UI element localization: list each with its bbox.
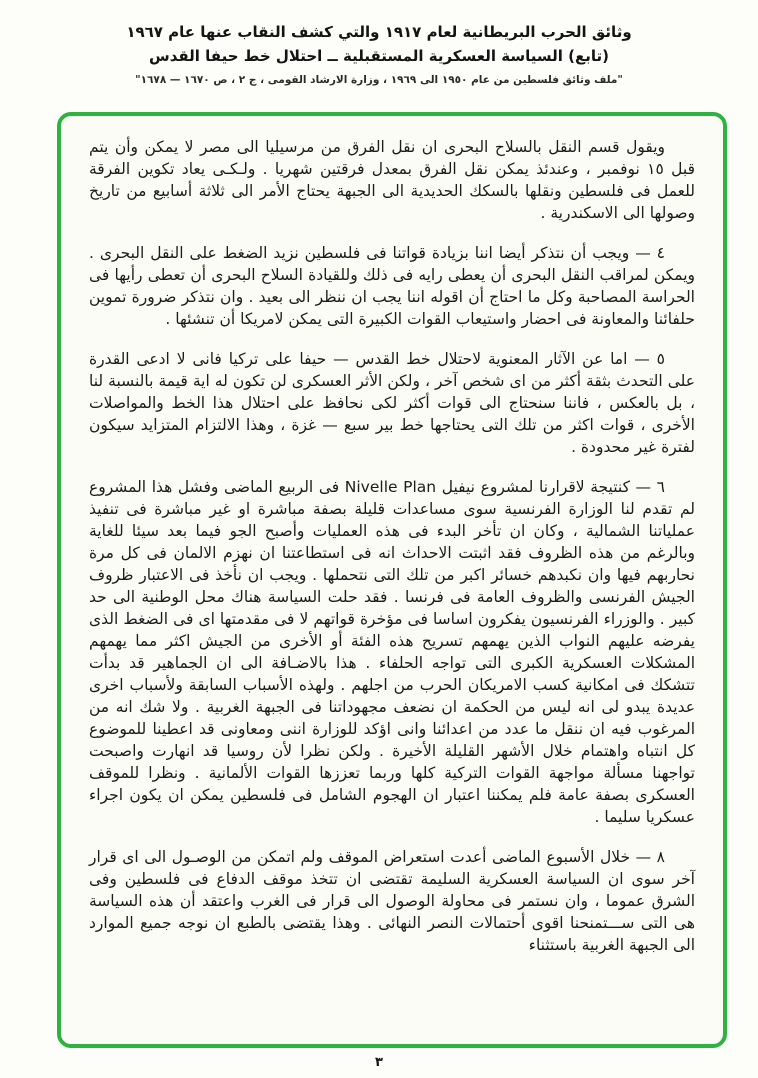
paragraph-5: ٥ — اما عن الآثار المعنوية لاحتلال خط القدس — حيفا على تركيا فانى لا ادعى القدرة على التحدث بثقة أكثر من اى شخص آخر ، ولكن الأثر العسكرى لن تكون له اية قيمة بالنسبة لنا ، بل بالعكس ، فاننا سنحتاج الى قوات أكثر لكى نحافظ على احتلال هذا الخط والمواصلات الأخرى ، قوات اكثر من تلك التى يحتاجها خط بير سبع — غزة ، وهذا الالتزام المتزايد سيكون لفترة غير محدودة . bbox=[89, 350, 695, 456]
header-source-citation: "ملف وثائق فلسطين من عام ١٩٥٠ الى ١٩٦٩ ، وزارة الارشاد القومى ، ج ٢ ، ص ١٦٧٠ — ١٦٧٨" bbox=[135, 74, 623, 86]
header-title-line2: (تابع) السياسة العسكرية المستقبلية ــ احتلال خط حيفا القدس bbox=[149, 47, 609, 65]
header-title-line1: وثائق الحرب البريطانية لعام ١٩١٧ والتي كشف النقاب عنها عام ١٩٦٧ bbox=[126, 23, 632, 41]
paragraph-8: ٨ — خلال الأسبوع الماضى أعدت استعراض الموقف ولم اتمكن من الوصـول الى اى قرار آخر سوى ان السياسة العسكرية السليمة تقتضى ان تتخذ موقف الدفاع فى فلسطين وفى الشرق عموما ، وان نستمر فى محاولة الوصول الى قرار فى الغرب واعتقد أن هذه السياسة هى التى ســـتمنحنا اقوى أحتمالات النصر النهائى . وهذا يقتضى بالطبع ان نوجه جميع الموارد الى الجبهة الغربية باستثناء bbox=[89, 848, 695, 954]
document-body-text bbox=[89, 136, 695, 956]
page-number: ٣ bbox=[375, 1055, 383, 1070]
document-header bbox=[0, 0, 758, 86]
document-body-frame bbox=[57, 112, 727, 1048]
paragraph-4: ٤ — ويجب أن نتذكر أيضا اننا بزيادة قواتنا فى فلسطين نزيد الضغط على النقل البحرى . ويمكن لمراقب النقل البحرى أن يعطى رايه فى ذلك وللقيادة السلاح البحرى أن تعطى رأيها فى الحراسة المصاحبة وكل ما احتاج أن اقوله اننا يجب ان ننظر الى بعيد . وان نتذكر ضرورة تموين حلفائنا والمعاونة فى احضار واستيعاب القوات الكبيرة التى يمكن لامريكا أن تنشئها . bbox=[89, 244, 695, 328]
paragraph-intro: ويقول قسم النقل بالسلاح البحرى ان نقل الفرق من مرسيليا الى مصر لا يمكن وأن يتم قبل ١٥ نوفمبر ، وعندئذ يمكن نقل الفرق بمعدل فرقتين شهريا . ولـكـى يعاد تكوين الفرقة للعمل فى فلسطين ونقلها بالسكك الحديدية الى الجبهة يحتاج الأمر الى ثلاثة أسابيع من تاريخ وصولها الى الاسكندرية . bbox=[89, 138, 695, 222]
paragraph-6: ٦ — كنتيجة لاقرارنا لمشروع نيفيل Nivelle Plan فى الربيع الماضى وفشل هذا المشروع لم تقدم لنا الوزارة الفرنسية سوى مساعدات قليلة بصفة مباشرة او غير مباشرة فى تنفيذ عملياتنا الشمالية ، وكان ان تأخر البدء فى هذه العمليات وأصبح الجو فيما بعد سيئا للغاية وبالرغم من هذه الظروف فقد اثبتت الاحداث انه فى استطاعتنا ان نهزم الالمان فى كل مرة نحاربهم فيها وان نكبدهم خسائر اكبر من تلك التى نتحملها . ويجب ان نأخذ فى الاعتبار ظروف الجيش الفرنسى والظروف العامة فى فرنسا . فقد حلت السياسة هناك محل الوطنية الى حد كبير . والوزراء الفرنسيون يفكرون اساسا فى مؤخرة قواتهم لا فى مقدمتها اى فى الضغط الذى يفرضه عليهم النواب الذين يهمهم تسريح هذه الفئة أو الأخرى من الجيش اكثر مما يهمهم المشكلات العسكرية الكبرى التى تواجه الحلفاء . هذا بالاضـافة الى ان الجماهير قد بدأت تتشكك فى امكانية كسب الامريكان الحرب من اجلهم . ولهذه الأسباب السابقة ولأسباب اخرى عديدة يبدو لى انه ليس من الحكمة ان نضعف مجهوداتنا فى الجبهة الغربية . ولا شك انه من المرغوب فيه ان ننقل ما عدد من اعدائنا وانى اؤكد للوزارة اننى ومعاونى قد اعطينا للموضوع كل انتباه واهتمام خلال الأشهر القليلة الأخيرة . ولكن نظرا لأن روسيا قد انهارت واصبحت تواجهنا مسألة مواجهة القوات التركية كلها وربما تعززها القوات الألمانية . ونظرا للموقف العسكرى بصفة عامة فلم يمكننا اعتبار ان الهجوم الشامل فى فلسطين يمكن ان يكون اجراء عسكريا سليما . bbox=[89, 478, 695, 826]
